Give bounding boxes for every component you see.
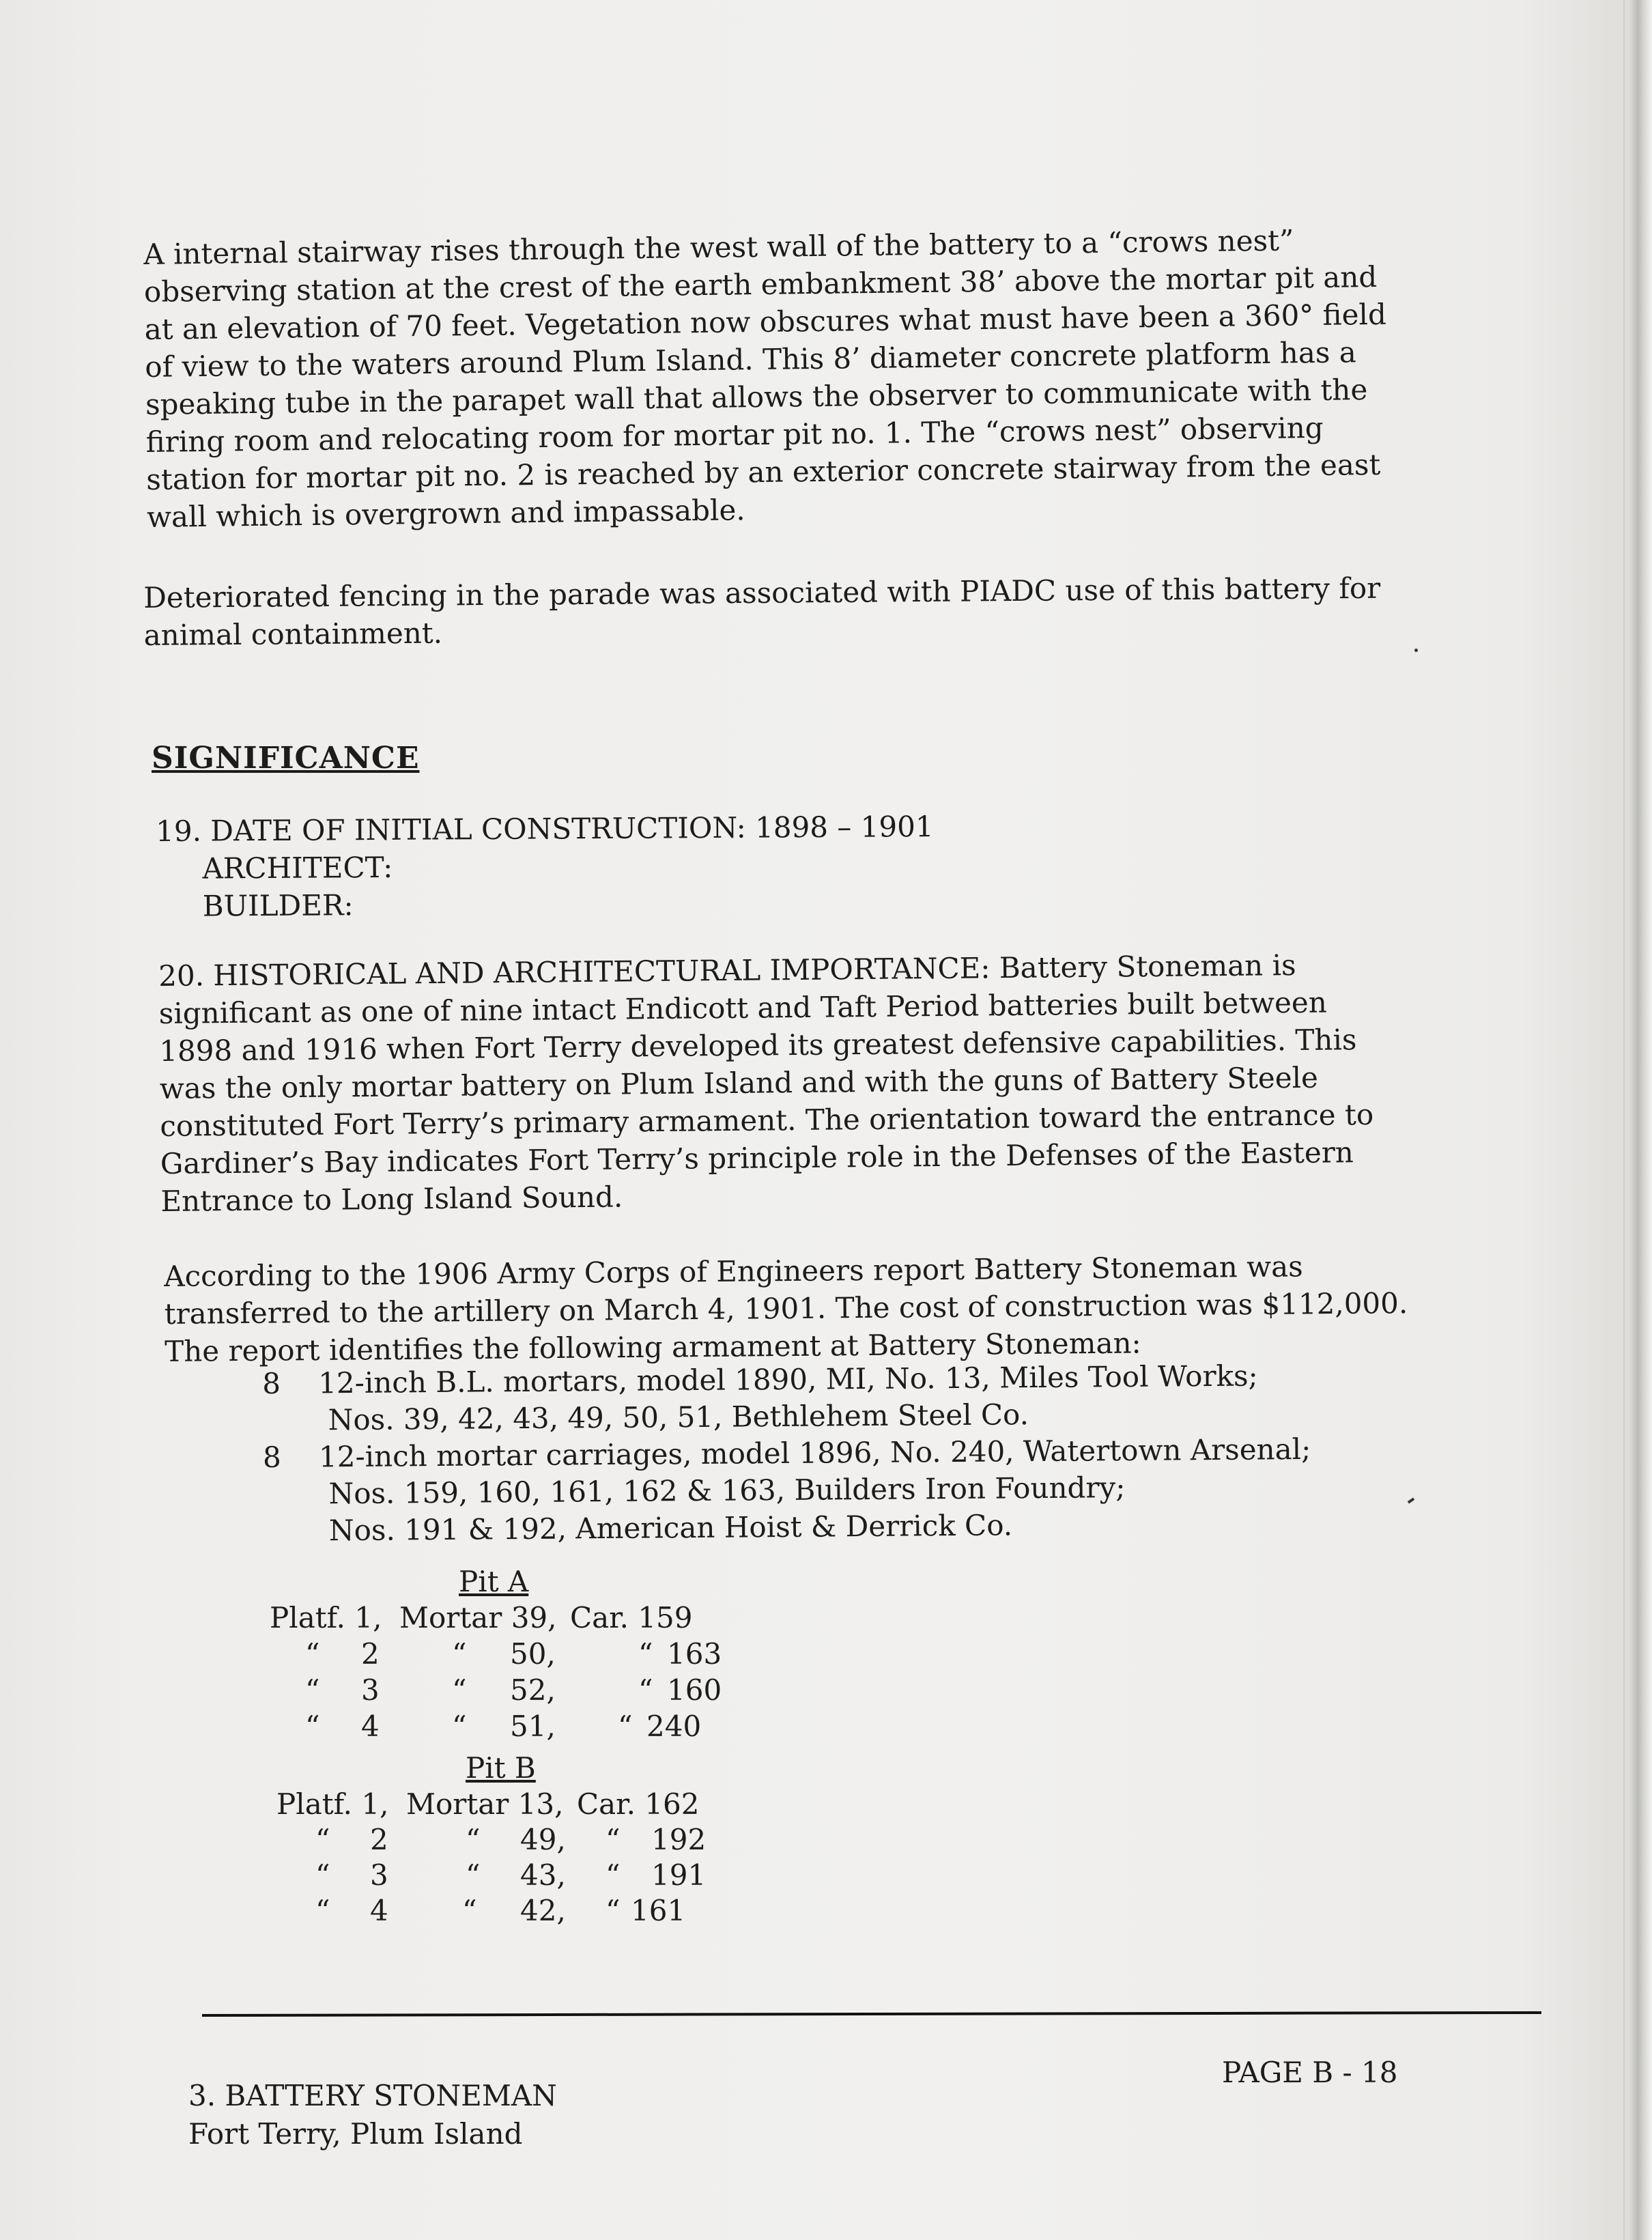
platform-number: 3 bbox=[370, 1858, 388, 1892]
mortar-number: 50, bbox=[510, 1637, 556, 1671]
ditto-mark: “ bbox=[606, 1858, 621, 1892]
ditto-mark: “ bbox=[452, 1710, 467, 1743]
armament-count: 8 bbox=[262, 1366, 281, 1400]
ditto-mark: “ bbox=[315, 1894, 330, 1927]
ditto-mark: “ bbox=[452, 1673, 467, 1707]
platform-number: 2 bbox=[361, 1637, 380, 1671]
construction-date-line: 19. DATE OF INITIAL CONSTRUCTION: 1898 – 1901 bbox=[156, 810, 934, 848]
carriage-number: 161 bbox=[631, 1894, 686, 1927]
ditto-mark: “ bbox=[462, 1894, 477, 1927]
carriage-number: 192 bbox=[651, 1823, 707, 1856]
page-edge-line bbox=[1623, 0, 1625, 2240]
ditto-mark: “ bbox=[466, 1823, 481, 1856]
text-line: According to the 1906 Army Corps of Engineers report Battery Stoneman was bbox=[164, 1249, 1303, 1293]
text-line: firing room and relocating room for mortar pit no. 1. The “crows nest” observing bbox=[145, 410, 1324, 459]
carriage-number: 240 bbox=[646, 1710, 702, 1743]
pit-b-title: Pit B bbox=[466, 1751, 536, 1785]
section-heading-significance: SIGNIFICANCE bbox=[152, 741, 420, 776]
text-line: observing station at the crest of the earth embankment 38’ above the mortar pit and bbox=[143, 259, 1378, 309]
ditto-mark: “ bbox=[305, 1673, 320, 1707]
armament-line: Nos. 159, 160, 161, 162 & 163, Builders Iron Foundry; bbox=[328, 1471, 1126, 1511]
platform-cell: Platf. 1, bbox=[276, 1787, 389, 1821]
page-edge-shadow bbox=[1629, 0, 1652, 2240]
ditto-mark: “ bbox=[638, 1637, 653, 1671]
pit-a-title: Pit A bbox=[459, 1565, 529, 1598]
ditto-mark: “ bbox=[606, 1894, 621, 1927]
platform-number: 3 bbox=[361, 1673, 380, 1707]
ditto-mark: “ bbox=[618, 1710, 633, 1743]
text-line: constituted Fort Terry’s primary armament. The orientation toward the entrance to bbox=[160, 1097, 1374, 1143]
ditto-mark: “ bbox=[638, 1673, 653, 1707]
ditto-mark: “ bbox=[315, 1858, 330, 1892]
paragraph-fencing bbox=[143, 569, 1427, 654]
mortar-number: 42, bbox=[520, 1894, 566, 1927]
ditto-mark: “ bbox=[452, 1637, 467, 1671]
carriage-cell: Car. 162 bbox=[577, 1787, 700, 1821]
ditto-mark: “ bbox=[606, 1823, 621, 1856]
scan-speck bbox=[1408, 1497, 1414, 1503]
mortar-number: 49, bbox=[520, 1823, 566, 1856]
text-line: significant as one of nine intact Endicott and Taft Period batteries built between bbox=[158, 985, 1327, 1030]
carriage-cell: Car. 159 bbox=[570, 1601, 693, 1634]
ditto-mark: “ bbox=[305, 1637, 320, 1671]
text-line: station for mortar pit no. 2 is reached by an exterior concrete stairway from the east bbox=[146, 447, 1381, 496]
footer-rule bbox=[202, 2011, 1541, 2017]
text-line: at an elevation of 70 feet. Vegetation now obscures what must have been a 360° field bbox=[144, 297, 1387, 346]
architect-label: ARCHITECT: bbox=[202, 850, 393, 885]
mortar-cell: Mortar 13, bbox=[406, 1787, 564, 1821]
mortar-number: 52, bbox=[510, 1673, 556, 1707]
text-line: wall which is overgrown and impassable. bbox=[146, 493, 745, 534]
text-line: speaking tube in the parapet wall that allows the observer to communicate with the bbox=[145, 373, 1368, 421]
paragraph-crows-nest bbox=[143, 220, 1430, 536]
platform-number: 2 bbox=[370, 1823, 388, 1856]
platform-number: 4 bbox=[361, 1710, 380, 1743]
footer-location: Fort Terry, Plum Island bbox=[188, 2117, 523, 2151]
platform-cell: Platf. 1, bbox=[270, 1601, 382, 1634]
carriage-number: 160 bbox=[667, 1673, 722, 1707]
armament-line: 12-inch mortar carriages, model 1896, No. 240, Watertown Arsenal; bbox=[318, 1432, 1311, 1474]
builder-label: BUILDER: bbox=[202, 888, 354, 923]
item-19-date-of-construction bbox=[156, 808, 934, 925]
armament-line: Nos. 39, 42, 43, 49, 50, 51, Bethlehem Steel Co. bbox=[328, 1398, 1029, 1437]
text-line: 20. HISTORICAL AND ARCHITECTURAL IMPORTANCE: Battery Stoneman is bbox=[158, 948, 1296, 993]
text-line: A internal stairway rises through the west wall of the battery to a “crows nest” bbox=[143, 223, 1294, 271]
text-line: Gardiner’s Bay indicates Fort Terry’s principle role in the Defenses of the Eastern bbox=[160, 1135, 1354, 1180]
scan-speck bbox=[1414, 649, 1418, 652]
mortar-cell: Mortar 39, bbox=[399, 1601, 557, 1634]
text-line: Deteriorated fencing in the parade was associated with PIADC use of this battery for bbox=[143, 571, 1381, 614]
text-line: animal containment. bbox=[143, 616, 443, 652]
mortar-number: 43, bbox=[520, 1858, 566, 1892]
paragraph-army-report bbox=[164, 1247, 1408, 1370]
armament-line: 12-inch B.L. mortars, model 1890, MI, No. 13, Miles Tool Works; bbox=[318, 1359, 1258, 1400]
armament-count: 8 bbox=[262, 1440, 281, 1474]
mortar-number: 51, bbox=[510, 1710, 556, 1743]
page-number: PAGE B - 18 bbox=[1222, 2056, 1398, 2089]
text-line: Entrance to Long Island Sound. bbox=[160, 1180, 623, 1218]
text-line: was the only mortar battery on Plum Island and with the guns of Battery Steele bbox=[159, 1060, 1319, 1105]
armament-list bbox=[262, 1357, 1311, 1550]
text-line: 1898 and 1916 when Fort Terry developed its greatest defensive capabilities. This bbox=[159, 1023, 1357, 1068]
ditto-mark: “ bbox=[305, 1710, 320, 1743]
text-line: transferred to the artillery on March 4, 1901. The cost of construction was $112,000. bbox=[164, 1286, 1408, 1331]
carriage-number: 163 bbox=[667, 1637, 722, 1671]
item-20-historical-importance bbox=[158, 946, 1374, 1220]
carriage-number: 191 bbox=[651, 1858, 707, 1892]
text-line: of view to the waters around Plum Island. This 8’ diameter concrete platform has a bbox=[145, 335, 1357, 384]
text-line: The report identifies the following armament at Battery Stoneman: bbox=[164, 1326, 1141, 1368]
ditto-mark: “ bbox=[466, 1858, 481, 1892]
ditto-mark: “ bbox=[315, 1823, 330, 1856]
armament-line: Nos. 191 & 192, American Hoist & Derrick Co. bbox=[328, 1508, 1013, 1548]
footer-document-title: 3. BATTERY STONEMAN bbox=[188, 2079, 557, 2112]
platform-number: 4 bbox=[370, 1894, 388, 1927]
